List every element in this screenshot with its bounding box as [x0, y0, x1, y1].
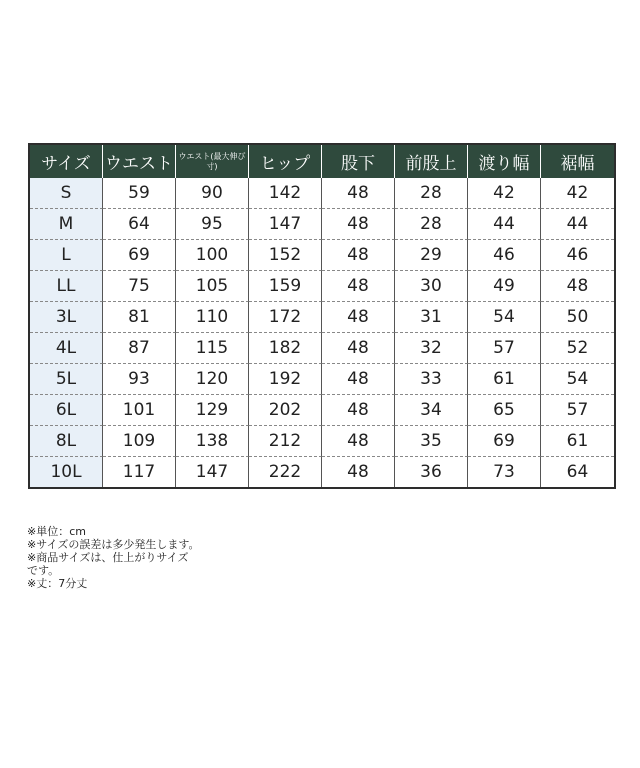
- front-rise-cell: 31: [395, 302, 468, 333]
- thigh-width-cell: 42: [468, 178, 541, 209]
- header-hip: ヒップ: [249, 145, 322, 178]
- thigh-width-cell: 61: [468, 364, 541, 395]
- note-error: ※サイズの誤差は多少発生します。: [27, 538, 200, 551]
- waist-cell: 59: [103, 178, 176, 209]
- front-rise-cell: 33: [395, 364, 468, 395]
- table-row: [30, 364, 614, 395]
- table-row: [30, 271, 614, 302]
- front-rise-cell: 32: [395, 333, 468, 364]
- thigh-width-cell: 44: [468, 209, 541, 240]
- size-cell: 5L: [30, 364, 103, 395]
- header-hem-width: 裾幅: [541, 145, 614, 178]
- header-inseam: 股下: [322, 145, 395, 178]
- table-row: [30, 333, 614, 364]
- front-rise-cell: 34: [395, 395, 468, 426]
- hem-width-cell: 44: [541, 209, 614, 240]
- hip-cell: 192: [249, 364, 322, 395]
- inseam-cell: 48: [322, 333, 395, 364]
- header-front-rise: 前股上: [395, 145, 468, 178]
- hem-width-cell: 64: [566, 462, 589, 482]
- inseam-cell: 48: [322, 364, 395, 395]
- note-unit: ※単位：cm: [27, 525, 86, 538]
- hem-width-cell: 52: [541, 333, 614, 364]
- note-finished-size-cont: です。: [27, 564, 60, 577]
- waist-cell: 64: [103, 209, 176, 240]
- thigh-width-cell: 73: [468, 457, 541, 487]
- front-rise-cell: 30: [395, 271, 468, 302]
- waist-max-cell: 115: [176, 333, 249, 364]
- hip-cell: 202: [249, 395, 322, 426]
- hip-cell: 152: [249, 240, 322, 271]
- hip-cell: 212: [249, 426, 322, 457]
- hem-width-cell: 42: [541, 178, 614, 209]
- waist-max-cell: 147: [176, 457, 249, 487]
- waist-max-cell: 120: [176, 364, 249, 395]
- hip-cell: 142: [249, 178, 322, 209]
- hem-width-cell: 61: [541, 426, 614, 457]
- front-rise-cell: 36: [395, 457, 468, 487]
- table-row: [30, 209, 614, 240]
- header-size: サイズ: [30, 145, 103, 178]
- note-length: ※丈：7分丈: [27, 577, 88, 590]
- waist-max-cell: 95: [176, 209, 249, 240]
- size-cell: S: [30, 178, 103, 209]
- size-cell: M: [30, 209, 103, 240]
- waist-cell: 117: [103, 457, 176, 487]
- header-thigh-width: 渡り幅: [468, 145, 541, 178]
- front-rise-cell: 35: [395, 426, 468, 457]
- size-cell: 4L: [30, 333, 103, 364]
- hip-cell: 172: [249, 302, 322, 333]
- size-cell: 3L: [30, 302, 103, 333]
- thigh-width-cell: 54: [468, 302, 541, 333]
- table-row: [30, 240, 614, 271]
- inseam-cell: 48: [322, 271, 395, 302]
- waist-max-cell: 129: [176, 395, 249, 426]
- hem-width-cell: 54: [541, 364, 614, 395]
- table-row: [30, 302, 614, 333]
- size-chart-table: [28, 143, 616, 489]
- waist-max-cell: 110: [176, 302, 249, 333]
- waist-cell: 81: [103, 302, 176, 333]
- header-waist-max-stretch: ウエスト(最大伸び寸): [176, 145, 249, 178]
- hem-width-cell: 48: [541, 271, 614, 302]
- inseam-cell: 48: [322, 457, 395, 487]
- waist-cell: 87: [103, 333, 176, 364]
- waist-cell: 75: [103, 271, 176, 302]
- size-notes: [27, 525, 199, 590]
- waist-cell: 109: [103, 426, 176, 457]
- waist-max-cell: 105: [176, 271, 249, 302]
- table-row: [30, 178, 614, 209]
- inseam-cell: 48: [322, 209, 395, 240]
- inseam-cell: 48: [322, 395, 395, 426]
- waist-max-cell: 90: [176, 178, 249, 209]
- waist-max-cell: 138: [176, 426, 249, 457]
- table-row: [30, 457, 614, 487]
- inseam-cell: 48: [322, 178, 395, 209]
- hip-cell: 147: [249, 209, 322, 240]
- hip-cell: 182: [249, 333, 322, 364]
- inseam-cell: 48: [322, 240, 395, 271]
- size-cell: 6L: [30, 395, 103, 426]
- note-finished-size: ※商品サイズは、仕上がりサイズ: [27, 551, 189, 564]
- front-rise-cell: 28: [395, 178, 468, 209]
- header-waist: ウエスト: [103, 145, 176, 178]
- size-cell: LL: [30, 271, 103, 302]
- thigh-width-cell: 69: [468, 426, 541, 457]
- thigh-width-cell: 65: [468, 395, 541, 426]
- table-row: [30, 395, 614, 426]
- waist-cell: 69: [103, 240, 176, 271]
- waist-cell: 101: [103, 395, 176, 426]
- front-rise-cell: 29: [395, 240, 468, 271]
- hem-width-cell: 57: [541, 395, 614, 426]
- thigh-width-cell: 46: [468, 240, 541, 271]
- hip-cell: 159: [249, 271, 322, 302]
- hip-cell: 222: [249, 457, 322, 487]
- waist-cell: 93: [103, 364, 176, 395]
- table-row: [30, 426, 614, 457]
- size-cell: 8L: [30, 426, 103, 457]
- thigh-width-cell: 49: [468, 271, 541, 302]
- inseam-cell: 48: [322, 426, 395, 457]
- waist-max-cell: 100: [176, 240, 249, 271]
- hem-width-cell: 46: [541, 240, 614, 271]
- thigh-width-cell: 57: [468, 333, 541, 364]
- inseam-cell: 48: [322, 302, 395, 333]
- front-rise-cell: 28: [395, 209, 468, 240]
- hem-width-cell: 50: [541, 302, 614, 333]
- size-cell: L: [30, 240, 103, 271]
- table-header-row: [30, 145, 614, 178]
- size-cell: 10L: [30, 457, 103, 487]
